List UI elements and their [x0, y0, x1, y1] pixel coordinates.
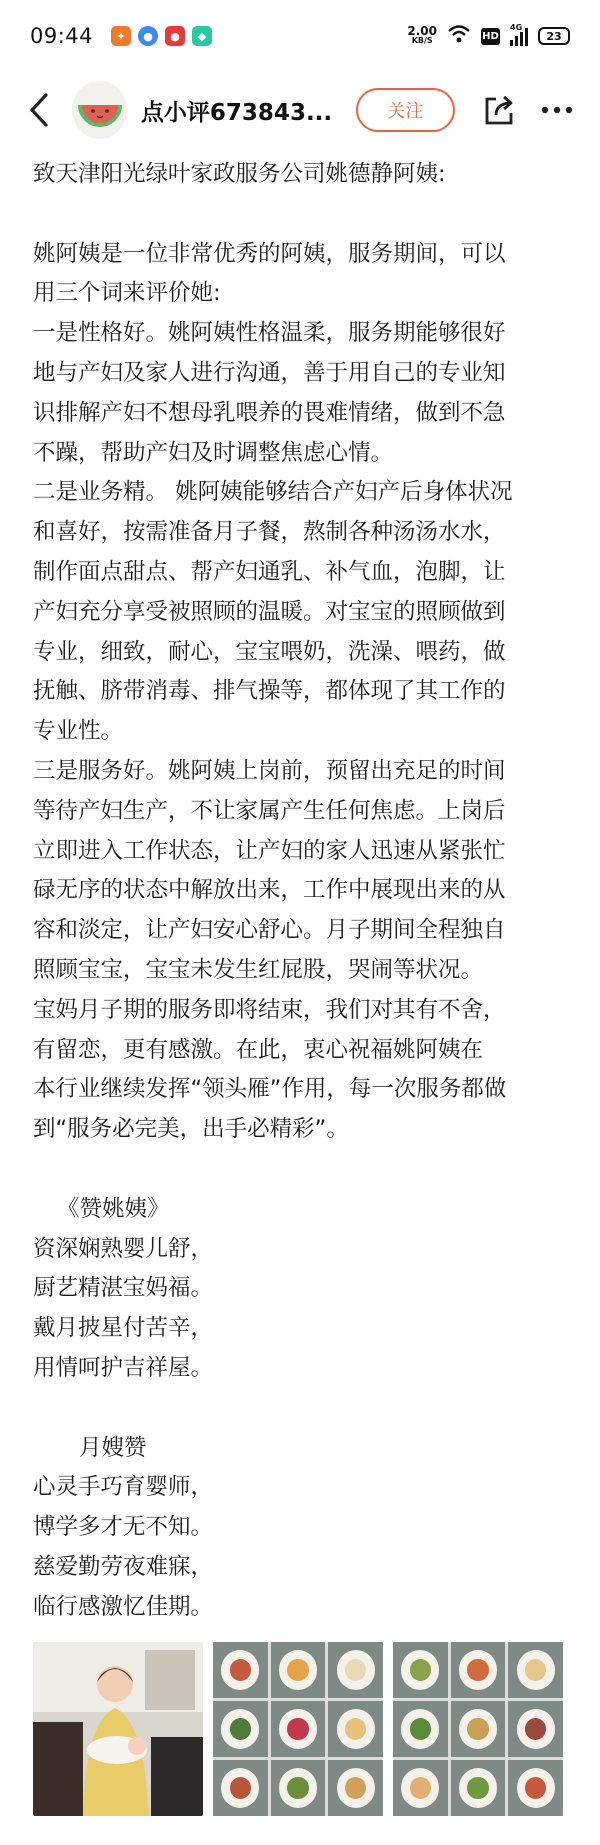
dish-thumbnail: [271, 1760, 326, 1816]
avatar[interactable]: [72, 81, 127, 139]
post-text-line: 用三个词来评价她:: [33, 280, 221, 307]
notification-icons: [111, 26, 212, 46]
post-text-line: 立即进入工作状态，让产妇的家人迅速从紧张忙: [33, 837, 506, 864]
post-text-line: 临行感激忆佳期。: [33, 1593, 214, 1620]
post-text-line: 本行业继续发挥“领头雁”作用，每一次服务都做: [33, 1076, 507, 1103]
blank-line: [33, 1389, 573, 1429]
post-text-line: 戴月披星付苦辛，: [33, 1315, 214, 1342]
network-speed-unit: KB/S: [411, 36, 433, 45]
back-arrow-icon[interactable]: [26, 90, 56, 130]
network-speed: [407, 26, 437, 46]
post-text-line: 厨艺精湛宝妈福。: [33, 1275, 214, 1302]
post-content: [33, 155, 573, 1627]
username[interactable]: 点小评673843...: [140, 99, 333, 126]
post-text-line: 专业性。: [33, 718, 124, 745]
wifi-icon: [447, 24, 471, 48]
dish-thumbnail: [328, 1760, 383, 1816]
post-text-line: 二是业务精。 姚阿姨能够结合产妇产后身体状况: [33, 479, 513, 506]
post-text-line: 《赞姚姨》: [57, 1195, 170, 1222]
follow-button[interactable]: 关注: [356, 88, 454, 132]
battery-icon: 23: [538, 27, 570, 45]
dish-thumbnail: [271, 1701, 326, 1757]
app-notification-icon: ✦: [111, 26, 131, 46]
post-header: [0, 72, 600, 148]
dish-thumbnail: [393, 1760, 448, 1816]
post-text-line: 宝妈月子期的服务即将结束，我们对其有不舍，: [33, 996, 506, 1023]
blank-line: [33, 1150, 573, 1190]
post-text-line: 一是性格好。姚阿姨性格温柔，服务期能够很好: [33, 320, 506, 347]
post-text-line: 抚触、脐带消毒、排气操等，都体现了其工作的: [33, 678, 506, 705]
dish-thumbnail: [508, 1760, 563, 1816]
post-images: [33, 1642, 563, 1816]
post-text-line: 识排解产妇不想母乳喂养的畏难情绪，做到不急: [33, 399, 506, 426]
post-text-line: 有留恋，更有感激。在此，衷心祝福姚阿姨在: [33, 1036, 484, 1063]
post-text-line: 和喜好，按需准备月子餐，熬制各种汤汤水水，: [33, 519, 506, 546]
post-text-line: 三是服务好。姚阿姨上岗前，预留出充足的时间: [33, 757, 506, 784]
app-notification-icon: ◆: [192, 26, 212, 46]
dish-thumbnail: [451, 1760, 506, 1816]
blank-line: [33, 195, 573, 235]
post-text-line: 制作面点甜点、帮产妇通乳、补气血，泡脚，让: [33, 558, 506, 585]
status-bar: [0, 0, 600, 72]
post-text-line: 照顾宝宝，宝宝未发生红屁股，哭闹等状况。: [33, 956, 484, 983]
dish-thumbnail: [271, 1642, 326, 1698]
post-text-line: 致天津阳光绿叶家政服务公司姚德静阿姨:: [33, 161, 446, 187]
post-text-line: 不躁，帮助产妇及时调整焦虑心情。: [33, 439, 394, 466]
post-text-line: 到“服务必完美，出手必精彩”。: [33, 1116, 349, 1143]
hd-icon: HD: [481, 28, 500, 45]
post-text-line: 慈爱勤劳夜难寐，: [33, 1553, 214, 1580]
dish-thumbnail: [213, 1642, 268, 1698]
post-text-line: 等待产妇生产，不让家属产生任何焦虑。上岗后: [33, 797, 506, 824]
post-text-line: 心灵手巧育婴师，: [33, 1474, 214, 1501]
post-text-line: 碌无序的状态中解放出来，工作中展现出来的从: [33, 877, 506, 904]
post-text-line: 地与产妇及家人进行沟通，善于用自己的专业知: [33, 359, 506, 386]
dish-thumbnail: [508, 1642, 563, 1698]
app-notification-icon: ●: [165, 26, 185, 46]
dish-thumbnail: [508, 1701, 563, 1757]
dish-thumbnail: [393, 1642, 448, 1698]
dish-thumbnail: [328, 1701, 383, 1757]
share-icon[interactable]: [481, 90, 519, 130]
network-speed-value: 2.00: [407, 24, 437, 38]
post-text-line: 姚阿姨是一位非常优秀的阿姨，服务期间，可以: [33, 240, 506, 267]
dish-thumbnail: [393, 1701, 448, 1757]
post-image-nanny-with-baby[interactable]: [33, 1642, 203, 1816]
post-text-line: 专业，细致，耐心，宝宝喂奶，洗澡、喂药，做: [33, 638, 506, 665]
watermelon-avatar-icon: [77, 87, 123, 133]
dish-thumbnail: [328, 1642, 383, 1698]
dish-thumbnail: [213, 1760, 268, 1816]
dish-thumbnail: [213, 1701, 268, 1757]
post-text-line: 产妇充分享受被照顾的温暖。对宝宝的照顾做到: [33, 598, 506, 625]
post-text-line: 资深娴熟婴儿舒，: [33, 1235, 214, 1262]
cellular-signal-icon: [510, 23, 528, 46]
post-text-line: 容和淡定，让产妇安心舒心。月子期间全程独自: [33, 917, 506, 944]
status-time: 09:44: [30, 24, 94, 48]
post-text-line: 博学多才无不知。: [33, 1514, 214, 1541]
post-text-line: 用情呵护吉祥屋。: [33, 1354, 214, 1381]
dish-thumbnail: [451, 1701, 506, 1757]
post-image-meal-collage-2[interactable]: [393, 1642, 563, 1816]
app-notification-icon: ●: [138, 26, 158, 46]
dish-thumbnail: [451, 1642, 506, 1698]
more-icon[interactable]: [538, 90, 576, 130]
post-image-meal-collage-1[interactable]: [213, 1642, 383, 1816]
network-type: 4G: [510, 23, 523, 32]
post-text-line: 月嫂赞: [79, 1434, 147, 1461]
